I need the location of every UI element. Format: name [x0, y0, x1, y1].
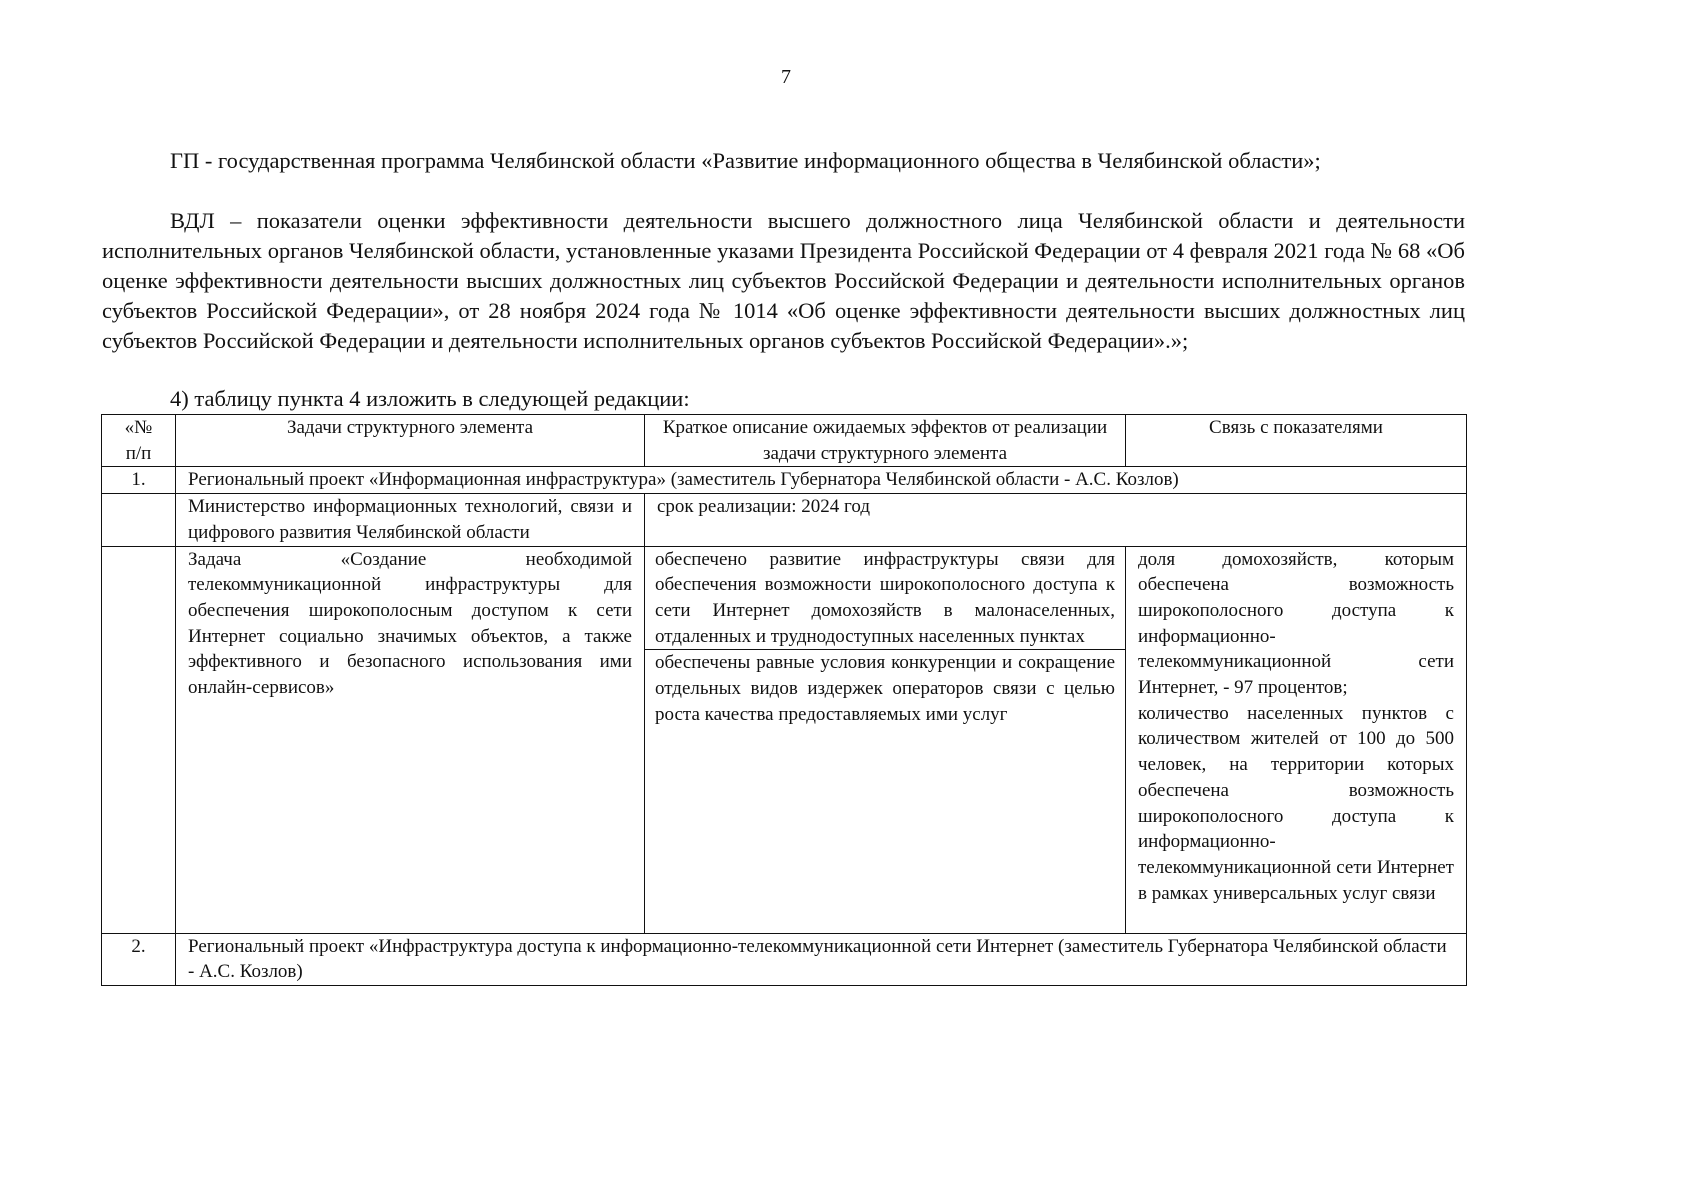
- expected-effect: обеспечено развитие инфраструктуры связи для обеспечения возможности широкополосного доступа к сети Интернет домохозяйств в малонаселенных, отдаленных и труднодоступных населенных пунктах: [655, 548, 1115, 647]
- implementation-term: срок реализации: 2024 год: [645, 494, 1467, 546]
- page-number: 7: [781, 66, 791, 88]
- indicator: количество населенных пунктов с количеством жителей от 100 до 500 человек, на территории которых обеспечена возможность широкополосного доступа к информационно-телекоммуникационной сети Интернет в рамках универсальных услуг связи: [1138, 702, 1454, 904]
- table-row: [102, 546, 1467, 933]
- structural-element-tasks-table: [101, 414, 1467, 986]
- empty-cell: [102, 546, 176, 933]
- empty-cell: [102, 494, 176, 546]
- indicator: доля домохозяйств, которым обеспечена возможность широкополосного доступа к информационно-телекоммуникационной сети Интернет, - 97 процентов;: [1138, 548, 1454, 699]
- paragraph-vdl-definition: ВДЛ – показатели оценки эффективности деятельности высшего должностного лица Челябинской области и деятельности исполнительных органов Челябинской области, установленные указами Президента Российской Федерации от 4 февраля 2021 года № 68 «Об оценке эффективности деятельности высших должностных лиц субъектов Российской Федерации и деятельности исполнительных органов субъектов Российской Федерации», от 28 ноября 2024 года № 1014 «Об оценке эффективности деятельности высших должностных лиц субъектов Российской Федерации и деятельности исполнительных органов субъектов Российской Федерации».»;: [102, 208, 1465, 353]
- row-number: 1.: [102, 467, 176, 494]
- header-number: [102, 415, 176, 467]
- task-description: Задача «Создание необходимой телекоммуникационной инфраструктуры для обеспечения широкополосным доступом к сети Интернет социально значимых объектов, а также эффективного и безопасного использования ими онлайн-сервисов»: [176, 546, 645, 933]
- table-header-row: [102, 415, 1467, 467]
- header-number-label: «№ п/п: [124, 417, 153, 464]
- table-row: [102, 494, 1467, 546]
- paragraph-gp-definition: ГП - государственная программа Челябинской области «Развитие информационного общества в Челябинской области»;: [170, 148, 1321, 173]
- section-title: Региональный проект «Информационная инфраструктура» (заместитель Губернатора Челябинской области - А.С. Козлов): [176, 467, 1467, 494]
- row-number: 2.: [102, 933, 176, 985]
- responsible-body: Министерство информационных технологий, связи и цифрового развития Челябинской области: [176, 494, 645, 546]
- table-row: [102, 467, 1467, 494]
- indicators-cell: [1126, 546, 1467, 933]
- expected-effect: обеспечены равные условия конкуренции и сокращение отдельных видов издержек операторов связи с целью роста качества предоставляемых ими услуг: [645, 649, 1125, 727]
- section-title: Региональный проект «Инфраструктура доступа к информационно-телекоммуникационной сети Интернет (заместитель Губернатора Челябинской области - А.С. Козлов): [176, 933, 1467, 985]
- effects-cell: [645, 546, 1126, 933]
- header-indicators-link: [1126, 415, 1467, 467]
- header-indicators-link-label: Связь с показателями: [1209, 417, 1383, 438]
- header-tasks: Задачи структурного элемента: [176, 415, 645, 467]
- paragraph-table-intro: 4) таблицу пункта 4 изложить в следующей редакции:: [170, 386, 690, 411]
- table-row: [102, 933, 1467, 985]
- header-effects: Краткое описание ожидаемых эффектов от реализации задачи структурного элемента: [645, 415, 1126, 467]
